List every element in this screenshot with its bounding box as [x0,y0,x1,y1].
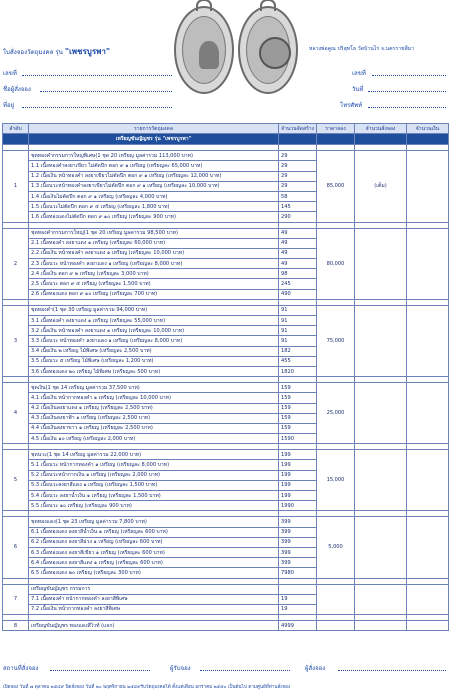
order-qty-cell[interactable] [355,621,407,631]
amulet-back-image [238,6,298,94]
booking-period-note: เปิดจอง วันที่ ๗ ตุลาคม ๒๕๔๙ ปิดสั่งจอง วันที่ ๒๐ พฤศจิกายน ๒๕๔๙รับวัตถุมงคลได้ ตั้งแต่เดือน มกราคม ๒๕๕๐ เป็นต้นไป ตามศูนย์ที่ท่านสั่งจอง [3,685,291,690]
amulet-front-image [174,6,234,94]
set-quantity: 399 [279,517,317,527]
amount-cell[interactable] [407,228,449,299]
order-qty-cell[interactable] [355,228,407,299]
item-quantity: 399 [279,537,317,547]
order-no-right-label: เลขที่ [352,70,366,77]
item-quantity: 29 [279,171,317,181]
row-number: 2 [3,228,29,299]
item-label: 3.1 เนื้อทองคำ ลงยาแดง ๑ เหรียญ (เหรียญละ 55,000 บาท) [29,316,279,326]
order-no-label: เลขที่ [3,70,17,77]
table-header-row [3,124,449,134]
table-row [3,584,449,594]
item-quantity: 455 [279,356,317,366]
set-title: ชุดทองคำกรรมการใหญ่(1 ชุด 20 เหรียญ มูลค่ารวม 98,500 บาท) [29,228,279,238]
set-title: ชุดทองแดง(1 ชุด 23 เหรียญ มูลค่ารวม 7,800 บาท) [29,517,279,527]
item-label: 2.5 เนื้อนวะ ตอก ๙ ๕ เหรียญ (เหรียญละ 1,500 บาท) [29,279,279,289]
item-quantity: 29 [279,161,317,171]
table-row [3,151,449,161]
set-quantity: 29 [279,151,317,161]
form-title [3,45,110,58]
row-number: 7 [3,584,29,615]
col-header-produced: จำนวนจัดสร้าง [279,124,317,134]
item-label: 2.1 เนื้อทองคำ ลงยาแดง ๑ เหรียญ (เหรียญละ 60,000 บาท) [29,238,279,248]
item-label: 1.6 เนื้อทองแดงไม่ตัดปีก ตอก ๙ ๑๐ เหรียญ (เหรียญละ 900 บาท) [29,212,279,222]
item-quantity: 159 [279,423,317,433]
item-quantity: 1990 [279,501,317,511]
amount-cell[interactable] [407,383,449,444]
item-quantity: 290 [279,212,317,222]
order-qty-cell[interactable] [355,450,407,511]
table-row [3,383,449,393]
order-no-field[interactable] [22,75,172,76]
item-quantity: 199 [279,470,317,480]
order-qty-cell[interactable] [355,517,407,578]
seal-icon [259,37,291,69]
item-quantity: 199 [279,480,317,490]
sold-out-note: (เต็ม) [374,183,387,190]
item-label: 7.2 เนื้อเงิน หน้ากากทองคำ ลงยาสีพิเศษ [29,604,279,614]
set-price [317,584,355,615]
item-quantity: 91 [279,326,317,336]
table-row [3,517,449,527]
amulet-loop-icon [196,0,212,11]
item-quantity: 19 [279,594,317,604]
title-series-name: "เพชรบูรพา" [64,47,111,56]
date-field[interactable] [368,91,446,92]
table-row [3,228,449,238]
monk-figure-icon [199,41,219,69]
item-quantity: 49 [279,259,317,269]
item-label: 4.4 เนื้อเงินลงยาขาว ๑ เหรียญ (เหรียญละ 2,500 บาท) [29,423,279,433]
col-header-order-qty: จำนวนสั่งจอง [355,124,407,134]
row-number: 8 [3,621,29,631]
item-label: 4.3 เนื้อเงินลงยาฟ้า ๑ เหรียญ (เหรียญละ 2,500 บาท) [29,413,279,423]
receiver-field[interactable] [200,670,290,671]
item-label: 6.5 เนื้อทองแดง ๒๐ เหรียญ (เหรียญละ 300 บาท) [29,568,279,578]
order-table-body [3,134,449,631]
set-title: เหรียญขันญัญชร ทองแดงสีไวท์ (แจก) [29,621,279,631]
item-label: 6.4 เนื้อทองแดง ลงยาสีแดง ๑ เหรียญ (เหรียญละ 600 บาท) [29,558,279,568]
item-quantity: 399 [279,558,317,568]
phone-label: โทรศัพท์ [340,102,363,109]
item-label: 6.1 เนื้อทองแดง ลงยาสีน้ำเงิน ๑ เหรียญ (เหรียญละ 600 บาท) [29,527,279,537]
item-label: 1.2 เนื้อเงิน หน้าทองคำ ลงยาเขียวไม่ตัดปีก ตอก ๙ ๑ เหรียญ (เหรียญละ 12,000 บาท) [29,171,279,181]
item-quantity: 19 [279,604,317,614]
item-label: 3.2 เนื้อเงิน หน้าทองคำ ลงยาแดง ๑ เหรียญ (เหรียญละ 10,000 บาท) [29,326,279,336]
set-quantity: 49 [279,228,317,238]
title-prefix: ใบสั่งจองวัตถุมงคล รุ่น [3,49,65,56]
col-header-price: ราคาจอง [317,124,355,134]
item-quantity: 199 [279,491,317,501]
amount-cell[interactable] [407,151,449,222]
address-field[interactable] [22,107,172,108]
item-quantity: 58 [279,191,317,201]
item-quantity: 49 [279,248,317,258]
order-place-label: สถานที่สั่งจอง [3,665,39,672]
order-qty-cell[interactable] [355,383,407,444]
set-price: 75,000 [317,305,355,376]
order-table [2,123,449,631]
amount-cell[interactable] [407,584,449,615]
item-label: 1.3 เนื้อนวะหน้าทองคำลงยาเขียวไม่ตัดปีก ตอก ๙ ๑ เหรียญ (เหรียญละ 10,000 บาท) [29,181,279,191]
item-label: 6.2 เนื้อทองแดง ลงยาสีม่วง ๑ เหรียญ (เหรียญละ 600 บาท) [29,537,279,547]
row-number: 1 [3,151,29,222]
set-title: ชุดนวะ(1 ชุด 14 เหรียญ มูลค่ารวม 22,000 บาท) [29,450,279,460]
item-label: 2.2 เนื้อเงิน หน้าทองคำ ลงยาแดง ๑ เหรียญ (เหรียญละ 10,000 บาท) [29,248,279,258]
item-quantity: 182 [279,346,317,356]
order-place-field[interactable] [50,670,150,671]
item-quantity: 245 [279,279,317,289]
item-label: 1.1 เนื้อทองคำลงยาเขียว ไม่ตัดปีก ตอก ๙ ๑ เหรียญ (เหรียญละ 65,000 บาท) [29,161,279,171]
item-label: 3.4 เนื้อเงิน ๒ เหรียญ ไม้พิเศษ (เหรียญละ 2,500 บาท) [29,346,279,356]
table-row [3,450,449,460]
row-number: 6 [3,517,29,578]
item-label: 2.4 เนื้อเงิน ตอก ๙ ๒ เหรียญ (เหรียญละ 3,000 บาท) [29,269,279,279]
amount-cell[interactable] [407,305,449,376]
set-price: 15,000 [317,450,355,511]
item-label: 5.1 เนื้อนวะ หน้ากากทองคำ ๑ เหรียญ (เหรียญละ 8,000 บาท) [29,460,279,470]
item-label: 5.3 เนื้อนวะลงยาสีแดง ๑ เหรียญ (เหรียญละ 1,500 บาท) [29,480,279,490]
item-label: 2.6 เนื้อทองแดง ตอก ๙ ๑๐ เหรียญ (เหรียญละ 700 บาท) [29,289,279,299]
order-no-right-field[interactable] [372,75,446,76]
item-quantity: 159 [279,393,317,403]
orderer-name-field[interactable] [40,91,172,92]
item-label: 3.3 เนื้อนวะ หน้าทองคำ ลงยาแดง ๑ เหรียญ (เหรียญละ 8,000 บาท) [29,336,279,346]
col-header-no: ลำดับ [3,124,29,134]
amulet-loop-icon [260,0,276,11]
row-number: 5 [3,450,29,511]
orderer-label: ผู้สั่งจอง [305,665,326,672]
date-label: วันที่ [352,86,364,93]
set-price: 25,000 [317,383,355,444]
form-header [0,0,450,122]
item-quantity: 159 [279,413,317,423]
set-quantity [279,584,317,594]
set-quantity: 159 [279,383,317,393]
table-row [3,621,449,631]
set-quantity: 91 [279,305,317,315]
item-quantity: 91 [279,336,317,346]
item-label: 4.5 เนื้อเงิน ๑๐ เหรียญ (เหรียญละ 2,000 บาท) [29,434,279,444]
item-label: 1.4 เนื้อเงินไม่ตัดปีก ตอก ๙ ๑ เหรียญ (เหรียญละ 4,000 บาท) [29,191,279,201]
item-label: 5.4 เนื้อนวะ ลงยาน้ำเงิน ๑ เหรียญ (เหรียญละ 1,500 บาท) [29,491,279,501]
item-label: 6.3 เนื้อทองแดง ลงยาสีเขียว ๑ เหรียญ (เหรียญละ 600 บาท) [29,547,279,557]
item-quantity: 29 [279,181,317,191]
order-qty-cell[interactable] [355,151,407,222]
item-quantity: 399 [279,547,317,557]
item-quantity: 98 [279,269,317,279]
table-row [3,305,449,315]
set-quantity: 199 [279,450,317,460]
item-label: 7.1 เนื้อทองคำ หน้ากากทองคำ ลงยาสีพิเศษ [29,594,279,604]
set-price [317,621,355,631]
row-number: 3 [3,305,29,376]
item-label: 1.5 เนื้อนวะไม่ตัดปีก ตอก ๙ ๕ เหรียญ (เหรียญละ 1,800 บาท) [29,202,279,212]
order-qty-cell[interactable] [355,305,407,376]
address-label: ที่อยู่ [3,102,15,109]
set-title: เหรียญขันญัญชร กรรมการ [29,584,279,594]
item-quantity: 490 [279,289,317,299]
order-qty-cell[interactable] [355,584,407,615]
item-label: 4.2 เนื้อเงินลงยาแดง ๑ เหรียญ (เหรียญละ 2,500 บาท) [29,403,279,413]
row-number: 4 [3,383,29,444]
item-quantity: 49 [279,238,317,248]
col-header-item: รายการวัตถุมงคล [29,124,279,134]
item-label: 2.3 เนื้อนวะ หน้าทองคำ ลงยาแดง ๑ เหรียญ (เหรียญละ 8,000 บาท) [29,259,279,269]
item-quantity: 91 [279,316,317,326]
amount-cell[interactable] [407,450,449,511]
item-label: 3.6 เนื้อทองแดง ๒๐ เหรียญ ไม้พิเศษ (เหรียญละ 500 บาท) [29,366,279,376]
temple-name: หลวงพ่อคูณ ปริสุทโธ วัดบ้านไร่ จ.นครราชสีมา [309,46,415,52]
orderer-field[interactable] [338,670,446,671]
set-price: 85,000 [317,151,355,222]
series-row [3,134,449,145]
set-title: ชุดทองคำ(1 ชุด 30 เหรียญ มูลค่ารวม 94,000 บาท) [29,305,279,315]
item-quantity: 1590 [279,434,317,444]
set-price: 5,000 [317,517,355,578]
amount-cell[interactable] [407,621,449,631]
set-title: ชุดเงิน(1 ชุด 14 เหรียญ มูลค่ารวม 37,500 บาท) [29,383,279,393]
item-quantity: 7980 [279,568,317,578]
item-quantity: 1820 [279,366,317,376]
set-title: ชุดทองคำกรรมการใหญ่พิเศษ(1 ชุด 20 เหรียญ มูลค่ารวม 113,000 บาท) [29,151,279,161]
item-quantity: 399 [279,527,317,537]
receiver-label: ผู้รับจอง [170,665,191,672]
item-label: 3.5 เนื้อนวะ ๕ เหรียญ ไม้พิเศษ (เหรียญละ 1,200 บาท) [29,356,279,366]
item-quantity: 145 [279,202,317,212]
item-label: 4.1 เนื้อเงิน หน้ากากทองคำ ๑ เหรียญ (เหรียญละ 10,000 บาท) [29,393,279,403]
orderer-name-label: ชื่อผู้สั่งจอง [3,86,31,93]
set-quantity: 4999 [279,621,317,631]
col-header-amount: จำนวนเงิน [407,124,449,134]
set-price: 80,000 [317,228,355,299]
item-label: 5.5 เนื้อนวะ ๑๐ เหรียญ (เหรียญละ 900 บาท) [29,501,279,511]
item-label: 5.2 เนื้อนวะหน้ากากเงิน ๑ เหรียญ (เหรียญละ 2,000 บาท) [29,470,279,480]
series-label: เหรียญขันญัญชร รุ่น "เพชรบูรพา" [29,134,279,145]
item-quantity: 159 [279,403,317,413]
amount-cell[interactable] [407,517,449,578]
phone-field[interactable] [368,107,446,108]
item-quantity: 199 [279,460,317,470]
